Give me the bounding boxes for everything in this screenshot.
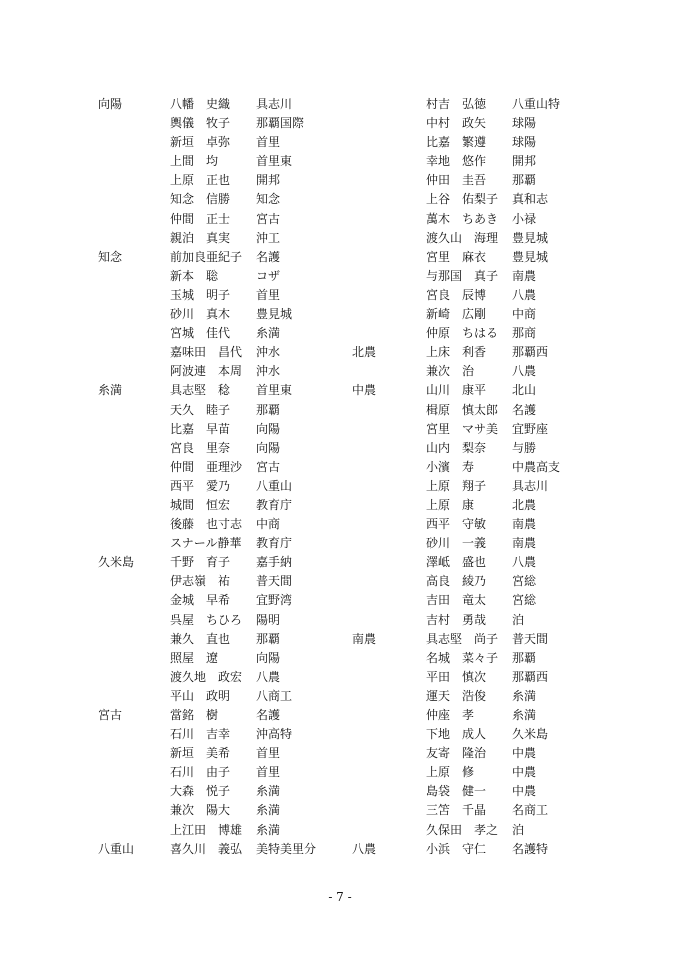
affiliation: 那覇 (256, 631, 281, 646)
affiliation: 沖高特 (256, 727, 293, 742)
person-name: 中村 政矢 (426, 116, 487, 131)
affiliation: 与勝 (512, 440, 537, 455)
affiliation: 宮総 (512, 574, 537, 589)
person-name: 上江田 博雄 (170, 822, 243, 837)
person-name: 山内 梨奈 (426, 440, 487, 455)
affiliation: 名護特 (512, 841, 549, 856)
affiliation: 名護 (512, 402, 537, 417)
person-name: 伊志嶺 祐 (170, 574, 231, 589)
school-name: 八重山 (98, 841, 135, 856)
school-name: 向陽 (98, 97, 123, 111)
school-name: 知念 (98, 249, 123, 264)
school-name: 糸満 (98, 383, 123, 398)
affiliation: 名護 (256, 708, 281, 722)
person-name: 千野 育子 (170, 555, 231, 570)
person-name: 山川 康平 (426, 383, 487, 398)
affiliation: 中商 (256, 517, 281, 532)
affiliation: 教育庁 (256, 536, 293, 551)
affiliation: 北山 (512, 383, 537, 398)
person-name: 吉田 竜太 (426, 593, 487, 608)
affiliation: 宮総 (512, 593, 537, 608)
person-name: 上間 均 (170, 154, 219, 169)
person-name: 西平 愛乃 (170, 478, 231, 493)
school-name: 宮古 (98, 708, 123, 722)
person-name: 宮良 辰博 (426, 287, 487, 302)
person-name: 下地 成人 (426, 727, 487, 742)
person-name: 城間 恒宏 (170, 497, 231, 512)
person-name: 仲田 圭吾 (426, 173, 487, 188)
affiliation: 球陽 (512, 135, 537, 150)
person-name: 平田 慎次 (426, 669, 487, 684)
affiliation: 沖工 (256, 230, 281, 245)
person-name: 後藤 也寸志 (170, 517, 243, 532)
person-name: 西平 守敏 (426, 517, 487, 532)
affiliation: 那商 (512, 326, 537, 341)
person-name: 玉城 明子 (170, 287, 231, 302)
person-name: 宮里 麻衣 (426, 249, 487, 264)
affiliation: 具志川 (512, 478, 549, 493)
affiliation: 首里東 (256, 154, 293, 169)
affiliation: 那覇西 (512, 345, 549, 360)
affiliation: コザ (256, 268, 281, 283)
person-name: 渡久山 海理 (426, 230, 499, 245)
affiliation: 首里東 (256, 383, 293, 398)
school-name: 中農 (352, 383, 377, 398)
affiliation: 向陽 (256, 650, 281, 665)
person-name: 比嘉 早苗 (170, 421, 231, 436)
person-name: 上原 康 (426, 497, 475, 512)
person-name: 萬木 ちあき (426, 211, 499, 226)
page-number: - 7 - (328, 890, 352, 904)
person-name: 上原 修 (426, 765, 475, 780)
person-name: 平山 政明 (170, 688, 231, 703)
person-name: 具志堅 尚子 (426, 631, 499, 646)
person-name: 阿波連 本周 (170, 364, 243, 379)
affiliation: 首里 (256, 135, 281, 150)
person-name: 運天 浩俊 (426, 688, 487, 703)
person-name: 喜久川 義弘 (170, 841, 243, 856)
affiliation: 糸満 (512, 708, 537, 722)
person-name: 楫原 慎太郎 (426, 402, 499, 417)
affiliation: 美特美里分 (256, 841, 317, 856)
affiliation: 八重山特 (512, 97, 561, 111)
person-name: 高良 綾乃 (426, 574, 487, 589)
person-name: 仲間 亜理沙 (170, 459, 243, 474)
person-name: 上原 正也 (170, 173, 231, 188)
person-name: 金城 早希 (170, 593, 231, 608)
affiliation: 糸満 (512, 688, 537, 703)
affiliation: 那覇 (256, 402, 281, 417)
person-name: 三笘 千晶 (426, 803, 487, 818)
affiliation: 開邦 (512, 154, 537, 169)
affiliation: 八農 (512, 364, 537, 379)
affiliation: 中農 (512, 746, 537, 761)
person-name: 仲原 ちはる (426, 326, 499, 341)
affiliation: 糸満 (256, 784, 281, 799)
affiliation: 名護 (256, 249, 281, 264)
person-name: 上谷 佑梨子 (426, 192, 499, 207)
affiliation: 豊見城 (512, 230, 549, 245)
person-name: 上原 翔子 (426, 478, 487, 493)
affiliation: 真和志 (512, 192, 549, 207)
affiliation: 泊 (512, 822, 525, 837)
person-name: 仲間 正士 (170, 211, 231, 226)
affiliation: 中農 (512, 784, 537, 799)
person-name: 小浜 守仁 (426, 841, 487, 856)
person-name: スナール静華 (170, 536, 242, 551)
affiliation: 糸満 (256, 803, 281, 818)
affiliation: 那覇西 (512, 669, 549, 684)
person-name: 砂川 一義 (426, 536, 487, 551)
school-name: 久米島 (98, 555, 135, 570)
affiliation: 陽明 (256, 612, 281, 627)
person-name: 新垣 卓弥 (170, 135, 231, 150)
person-name: 具志堅 稔 (170, 383, 231, 398)
affiliation: 首里 (256, 746, 281, 761)
person-name: 宮城 佳代 (170, 326, 231, 341)
person-name: 大森 悦子 (170, 784, 231, 799)
affiliation: 普天間 (256, 574, 293, 589)
person-name: 輿儀 牧子 (170, 116, 231, 131)
affiliation: 宜野座 (512, 421, 549, 436)
affiliation: 中商 (512, 307, 537, 322)
person-name: 新崎 広剛 (426, 307, 487, 322)
affiliation: 北農 (512, 497, 537, 512)
person-name: 友寄 隆治 (426, 746, 487, 761)
affiliation: 糸満 (256, 822, 281, 837)
person-name: 比嘉 繁遵 (426, 135, 487, 150)
affiliation: 那覇 (512, 650, 537, 665)
affiliation: 中農高支 (512, 459, 561, 474)
person-name: 天久 睦子 (170, 402, 231, 417)
affiliation: 南農 (512, 268, 537, 283)
person-name: 知念 信勝 (170, 192, 231, 207)
person-name: 渡久地 政宏 (170, 669, 243, 684)
affiliation: 教育庁 (256, 497, 293, 512)
person-name: 吉村 勇哉 (426, 612, 487, 627)
affiliation: 沖水 (256, 345, 281, 360)
affiliation: 首里 (256, 765, 281, 780)
affiliation: 南農 (512, 517, 537, 532)
affiliation: 沖水 (256, 364, 281, 379)
person-name: 新本 聡 (170, 268, 219, 283)
school-name: 南農 (352, 631, 377, 646)
person-name: 上床 利香 (426, 345, 487, 360)
affiliation: 八商工 (256, 688, 293, 703)
school-name: 北農 (352, 345, 377, 360)
affiliation: 嘉手納 (256, 555, 293, 570)
person-name: 仲座 孝 (426, 708, 475, 722)
affiliation: 泊 (512, 612, 525, 627)
person-name: 名城 菜々子 (426, 650, 499, 665)
affiliation: 球陽 (512, 116, 537, 131)
school-name: 八農 (352, 841, 377, 856)
person-name: 澤岻 盛也 (426, 555, 487, 570)
affiliation: 向陽 (256, 440, 281, 455)
affiliation: 具志川 (256, 97, 293, 111)
person-name: 兼久 直也 (170, 631, 231, 646)
person-name: 八幡 史織 (170, 97, 231, 111)
person-name: 照屋 遼 (170, 650, 219, 665)
person-name: 村吉 弘徳 (426, 97, 487, 111)
affiliation: 名商工 (512, 803, 549, 818)
person-name: 与那国 真子 (426, 268, 499, 283)
person-name: 石川 吉幸 (170, 727, 231, 742)
person-name: 呉屋 ちひろ (170, 612, 243, 627)
person-name: 新垣 美希 (170, 746, 231, 761)
affiliation: 小禄 (512, 211, 537, 226)
person-name: 宮里 マサ美 (426, 421, 499, 436)
person-name: 當銘 樹 (170, 708, 219, 722)
affiliation: 豊見城 (512, 249, 549, 264)
person-name: 幸地 悠作 (426, 154, 487, 169)
affiliation: 久米島 (512, 727, 549, 742)
affiliation: 南農 (512, 536, 537, 551)
affiliation: 糸満 (256, 326, 281, 341)
person-name: 嘉味田 昌代 (170, 345, 243, 360)
affiliation: 開邦 (256, 173, 281, 188)
affiliation: 八農 (256, 669, 281, 684)
affiliation: 八農 (512, 287, 537, 302)
person-name: 砂川 真木 (170, 307, 231, 322)
affiliation: 知念 (256, 192, 281, 207)
affiliation: 八重山 (256, 478, 293, 493)
person-name: 宮良 里奈 (170, 440, 231, 455)
affiliation: 那覇 (512, 173, 537, 188)
person-name: 久保田 孝之 (426, 822, 499, 837)
affiliation: 普天間 (512, 631, 549, 646)
affiliation: 中農 (512, 765, 537, 780)
affiliation: 那覇国際 (256, 116, 305, 131)
person-name: 兼次 陽大 (170, 803, 231, 818)
person-name: 石川 由子 (170, 765, 231, 780)
affiliation: 豊見城 (256, 307, 293, 322)
affiliation: 首里 (256, 287, 281, 302)
person-name: 兼次 治 (426, 364, 475, 379)
person-name: 前加良亜紀子 (170, 249, 243, 264)
affiliation: 向陽 (256, 421, 281, 436)
affiliation: 八農 (512, 555, 537, 570)
affiliation: 宜野湾 (256, 593, 293, 608)
person-name: 島袋 健一 (426, 784, 487, 799)
person-name: 小濱 寿 (426, 459, 475, 474)
affiliation: 宮古 (256, 211, 281, 226)
affiliation: 宮古 (256, 459, 281, 474)
person-name: 親泊 真実 (170, 230, 231, 245)
